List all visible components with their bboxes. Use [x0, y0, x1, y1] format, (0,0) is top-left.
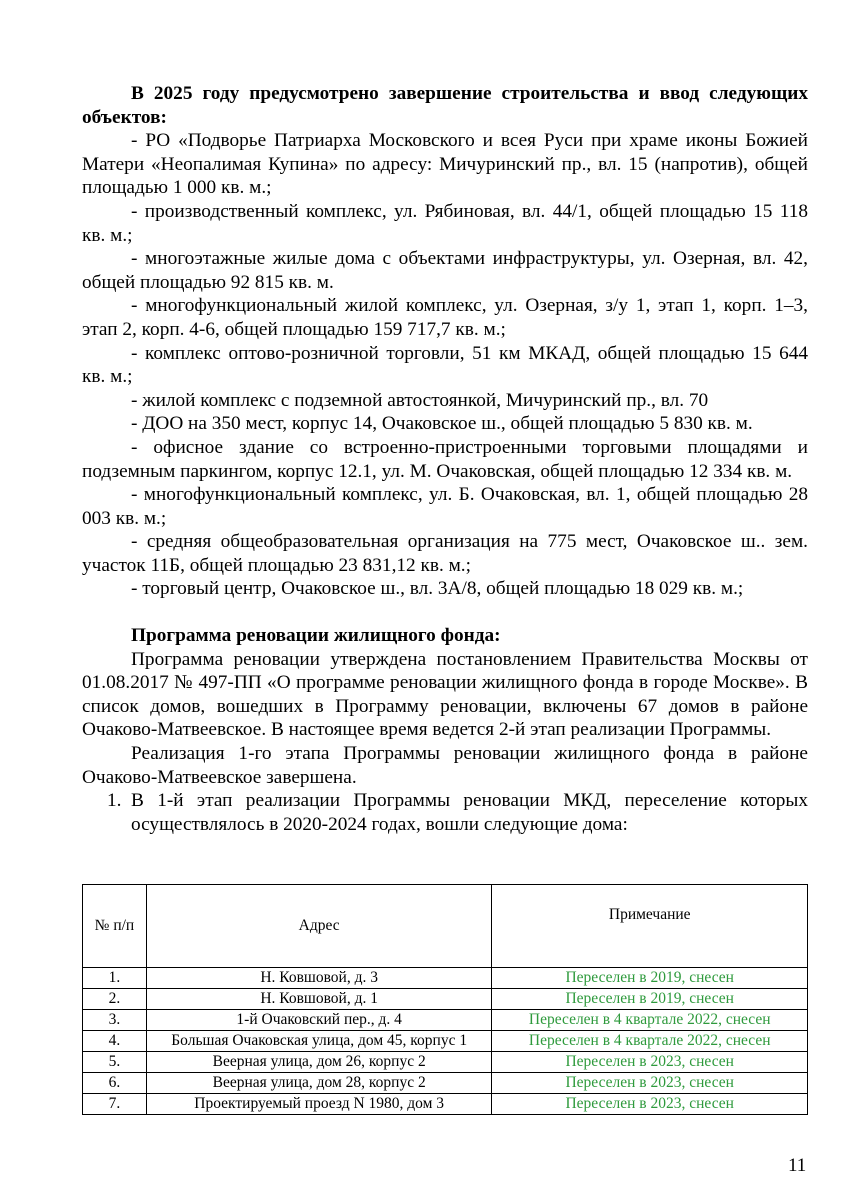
construction-item: - торговый центр, Очаковское ш., вл. 3А/8, общей площадью 18 029 кв. м.;	[131, 578, 744, 600]
cell-note: Переселен в 4 квартале 2022, снесен	[492, 1010, 808, 1031]
cell-note: Переселен в 2023, снесен	[492, 1094, 808, 1115]
construction-item: - ДОО на 350 мест, корпус 14, Очаковское ш., общей площадью 5 830 кв. м.	[131, 413, 753, 435]
construction-item: - многофункциональный жилой комплекс, ул. Озерная, з/у 1, этап 1, корп. 1–3, этап 2, корп. 4-6, общей площадью 159 717,7 кв. м.;	[82, 295, 808, 340]
construction-item: - средняя общеобразовательная организация на 775 мест, Очаковское ш.. зем. участок 11Б, общей площадью 23 831,12 кв. м.;	[82, 531, 808, 576]
column-header-num: № п/п	[83, 885, 147, 968]
renovation-heading: Программа реновации жилищного фонда:	[131, 625, 501, 647]
cell-note: Переселен в 2019, снесен	[492, 968, 808, 989]
cell-note: Переселен в 2019, снесен	[492, 989, 808, 1010]
column-header-address: Адрес	[146, 885, 492, 968]
cell-note: Переселен в 2023, снесен	[492, 1052, 808, 1073]
construction-item: - многофункциональный комплекс, ул. Б. Очаковская, вл. 1, общей площадью 28 003 кв. м.;	[82, 484, 808, 529]
cell-num: 7.	[83, 1094, 147, 1115]
cell-note: Переселен в 2023, снесен	[492, 1073, 808, 1094]
column-header-note: Примечание	[492, 885, 808, 968]
cell-address: Н. Ковшовой, д. 1	[146, 989, 492, 1010]
list-number: 1.	[107, 790, 122, 812]
cell-address: 1-й Очаковский пер., д. 4	[146, 1010, 492, 1031]
table-row	[83, 1094, 808, 1115]
construction-item: - многоэтажные жилые дома с объектами инфраструктуры, ул. Озерная, вл. 42, общей площадью 92 815 кв. м.	[82, 248, 808, 293]
renovation-paragraph: Реализация 1-го этапа Программы реновации жилищного фонда в районе Очаково-Матвеевское завершена.	[82, 743, 808, 788]
table-row	[83, 1073, 808, 1094]
list-item-text: В 1-й этап реализации Программы реновации МКД, переселение которых осуществлялось в 2020-2024 годах, вошли следующие дома:	[131, 790, 808, 835]
construction-item: - РО «Подворье Патриарха Московского и всея Руси при храме иконы Божией Матери «Неопалимая Купина» по адресу: Мичуринский пр., вл. 15 (напротив), общей площадью 1 000 кв. м.;	[82, 130, 808, 199]
construction-item: - жилой комплекс с подземной автостоянкой, Мичуринский пр., вл. 70	[131, 389, 709, 411]
cell-num: 2.	[83, 989, 147, 1010]
cell-num: 4.	[83, 1031, 147, 1052]
cell-address: Проектируемый проезд N 1980, дом 3	[146, 1094, 492, 1115]
table-row	[83, 1052, 808, 1073]
construction-section	[82, 82, 808, 836]
cell-num: 1.	[83, 968, 147, 989]
numbered-list-item	[82, 789, 808, 836]
table-row	[83, 968, 808, 989]
cell-num: 6.	[83, 1073, 147, 1094]
table-row	[83, 989, 808, 1010]
construction-item: - офисное здание со встроенно-пристроенными торговыми площадями и подземным паркингом, корпус 12.1, ул. М. Очаковская, общей площадью 12 334 кв. м.	[82, 436, 808, 482]
renovation-paragraph: Программа реновации утверждена постановлением Правительства Москвы от 01.08.2017 № 497-ПП «О программе реновации жилищного фонда в городе Москве». В список домов, вошедших в Программу реновации, включены 67 домов в районе Очаково-Матвеевское. В настоящее время ведется 2-й этап реализации Программы.	[82, 648, 808, 741]
houses-table	[82, 884, 808, 1115]
cell-note: Переселен в 4 квартале 2022, снесен	[492, 1031, 808, 1052]
cell-num: 5.	[83, 1052, 147, 1073]
cell-num: 3.	[83, 1010, 147, 1031]
page-number: 11	[788, 1155, 807, 1176]
cell-address: Н. Ковшовой, д. 3	[146, 968, 492, 989]
cell-address: Веерная улица, дом 28, корпус 2	[146, 1073, 492, 1094]
table-row	[83, 1031, 808, 1052]
construction-item: - комплекс оптово-розничной торговли, 51 км МКАД, общей площадью 15 644 кв. м.;	[82, 342, 808, 388]
construction-heading: В 2025 году предусмотрено завершение строительства и ввод следующих объектов:	[82, 83, 808, 128]
cell-address: Веерная улица, дом 26, корпус 2	[146, 1052, 492, 1073]
construction-item: - производственный комплекс, ул. Рябиновая, вл. 44/1, общей площадью 15 118 кв. м.;	[82, 200, 808, 246]
table-row	[83, 1010, 808, 1031]
section-spacer	[82, 601, 808, 624]
cell-address: Большая Очаковская улица, дом 45, корпус 1	[146, 1031, 492, 1052]
table-header-row	[83, 885, 808, 968]
